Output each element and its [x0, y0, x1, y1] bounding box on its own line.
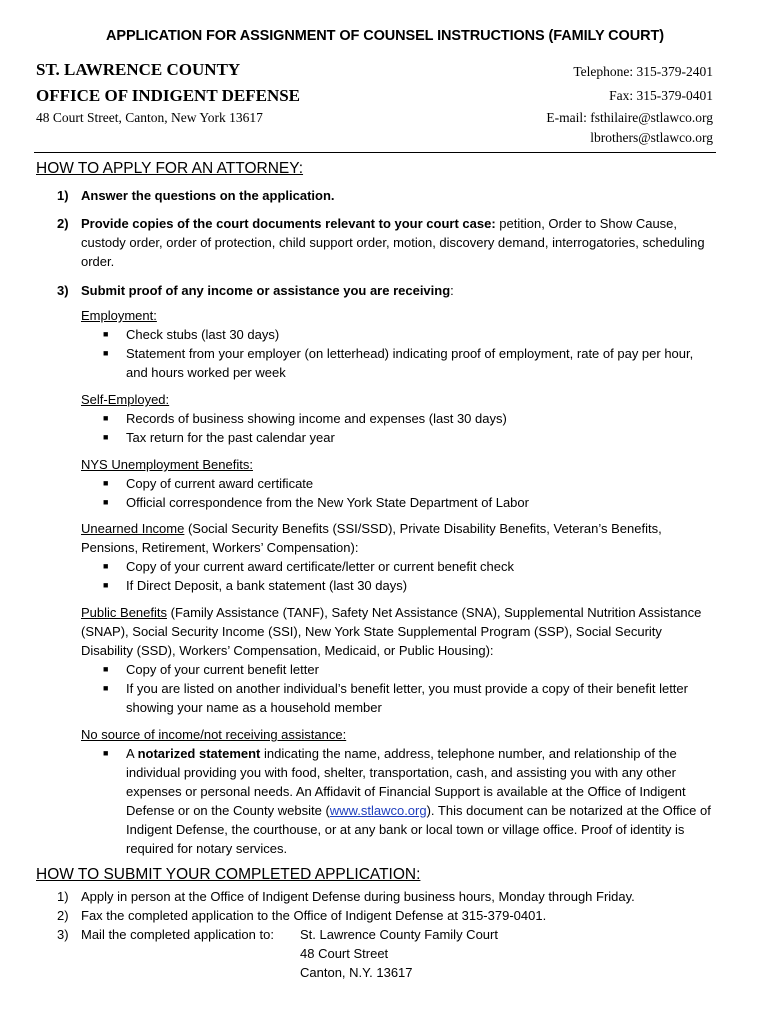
list-item: ■ Official correspondence from the New York State Department of Labor	[103, 495, 529, 510]
apply-step-1	[57, 186, 717, 205]
self-employed-label: Self-Employed:	[81, 392, 170, 407]
list-item: ■ If Direct Deposit, a bank statement (last 30 days)	[103, 578, 408, 593]
bullet-icon: ■	[103, 580, 109, 590]
list-item: ■ If you are listed on another individual’s benefit letter, you must provide a copy of their benefit letter showing your name as a household member	[103, 681, 688, 715]
bullet-icon: ■	[103, 413, 109, 423]
step-text: Answer the questions on the application.	[81, 188, 335, 203]
step-text: :	[450, 283, 454, 298]
no-income-section	[81, 725, 717, 858]
public-benefits-section	[81, 603, 717, 717]
unemployment-label: NYS Unemployment Benefits:	[81, 457, 253, 472]
list-item: ■ Records of business showing income and expenses (last 30 days)	[103, 411, 507, 426]
bullet-icon: ■	[103, 748, 109, 758]
unearned-income-section	[81, 519, 717, 595]
step-number: 1)	[57, 188, 69, 203]
list-item: 3) Mail the completed application to:	[57, 927, 274, 942]
unearned-income-label: Unearned Income	[81, 521, 185, 536]
list-item: ■ A notarized statement indicating the name, address, telephone number, and relationship of the individual providing you with food, shelter, transportation, cash, and assisting you with any other expenses or personal needs. An Affidavit of Financial Support is available at the Office of Indigent Defense or on the County website (www.stlawco.org). This document can be notarized at the Office of Indigent Defense, the courthouse, or at any bank or local town or village office. Proof of identity is required for notary services.	[103, 746, 711, 856]
bullet-icon: ■	[103, 329, 109, 339]
org-office: OFFICE OF INDIGENT DEFENSE	[36, 86, 301, 105]
bullet-icon: ■	[103, 348, 109, 358]
bullet-icon: ■	[103, 664, 109, 674]
list-item: ■ Statement from your employer (on letterhead) indicating proof of employment, rate of pay per hour, and hours worked per week	[103, 346, 694, 380]
public-benefits-label: Public Benefits	[81, 605, 167, 620]
unearned-income-desc: (Social Security Benefits (SSI/SSD), Private Disability Benefits, Veteran’s Benefits, Pensions, Retirement, Workers’ Compensation):	[81, 521, 662, 555]
submit-heading: HOW TO SUBMIT YOUR COMPLETED APPLICATION:	[36, 866, 421, 883]
bullet-icon: ■	[103, 683, 109, 693]
list-item: ■ Copy of your current award certificate/letter or current benefit check	[103, 559, 515, 574]
step-number: 3)	[57, 283, 69, 298]
step-text: petition, Order to Show Cause, custody order, order of protection, child support order, motion, discovery demand, interrogatories, scheduling order.	[81, 216, 705, 269]
public-benefits-desc: (Family Assistance (TANF), Safety Net Assistance (SNA), Supplemental Nutrition Assistance (SNAP), Social Security Income (SSI), New York State Supplemental Program (SSP), Social Security Disability (SSD), Workers’ Compensation, Medicaid, or Public Housing):	[81, 605, 702, 658]
mailing-address-line: Canton, N.Y. 13617	[300, 965, 413, 980]
apply-heading: HOW TO APPLY FOR AN ATTORNEY:	[36, 160, 304, 177]
fax: Fax: 315-379-0401	[609, 88, 713, 103]
bullet-icon: ■	[103, 497, 109, 507]
email-lbrothers: lbrothers@stlawco.org	[590, 130, 713, 145]
header-divider	[34, 152, 716, 153]
apply-step-3	[57, 281, 717, 300]
list-item: ■ Copy of your current benefit letter	[103, 662, 319, 677]
county-website-link[interactable]: www.stlawco.org	[329, 803, 427, 818]
bullet-icon: ■	[103, 561, 109, 571]
step-number: 2)	[57, 216, 69, 231]
unemployment-section	[81, 455, 717, 512]
bullet-icon: ■	[103, 432, 109, 442]
list-item: ■ Copy of current award certificate	[103, 476, 314, 491]
step-bold-text: Submit proof of any income or assistance you are receiving	[81, 283, 451, 298]
list-item: ■ Check stubs (last 30 days)	[103, 327, 280, 342]
employment-section	[81, 306, 717, 382]
bullet-icon: ■	[103, 478, 109, 488]
list-item: ■ Tax return for the past calendar year	[103, 430, 335, 445]
notarized-statement-text: notarized statement	[137, 746, 261, 761]
email-fsthilaire: E-mail: fsthilaire@stlawco.org	[546, 110, 713, 125]
step-bold-text: Provide copies of the court documents relevant to your court case:	[81, 216, 496, 231]
telephone: Telephone: 315-379-2401	[573, 64, 713, 79]
mailing-address-line: St. Lawrence County Family Court	[300, 927, 498, 942]
self-employed-section	[81, 390, 717, 447]
list-item: 2) Fax the completed application to the Office of Indigent Defense at 315-379-0401.	[57, 908, 547, 923]
org-county: ST. LAWRENCE COUNTY	[36, 60, 241, 79]
apply-step-2	[57, 214, 717, 271]
no-income-label: No source of income/not receiving assistance:	[81, 727, 347, 742]
office-address: 48 Court Street, Canton, New York 13617	[36, 110, 263, 125]
employment-label: Employment:	[81, 308, 157, 323]
mailing-address-line: 48 Court Street	[300, 946, 389, 961]
document-title: APPLICATION FOR ASSIGNMENT OF COUNSEL INSTRUCTIONS (FAMILY COURT)	[106, 28, 664, 44]
mailing-address	[300, 925, 498, 982]
list-item: 1) Apply in person at the Office of Indigent Defense during business hours, Monday through Friday.	[57, 889, 635, 904]
